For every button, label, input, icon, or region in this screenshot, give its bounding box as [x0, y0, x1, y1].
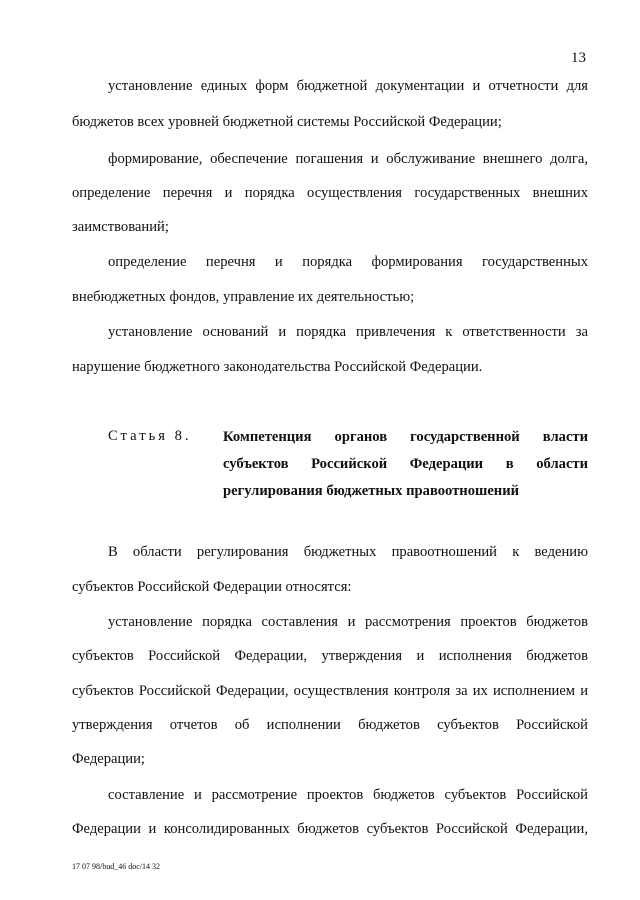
footer-filename: 17 07 98/bud_46 doc/14 32: [72, 862, 160, 871]
text-line: субъектов Российской Федерации, осуществления контроля за их исполнением и: [72, 683, 588, 699]
text-line: субъектов Российской Федерации относятся:: [72, 579, 352, 595]
text-line: Федерации;: [72, 751, 145, 767]
article-label: Статья 8.: [108, 428, 192, 444]
text-line: установление оснований и порядка привлечения к ответственности за: [108, 324, 588, 340]
article-title-line: субъектов Российской Федерации в области: [223, 456, 588, 472]
text-line: внебюджетных фондов, управление их деятельностью;: [72, 289, 415, 305]
article-title-line: Компетенция органов государственной власти: [223, 429, 588, 445]
text-line: составление и рассмотрение проектов бюджетов субъектов Российской: [108, 787, 588, 803]
text-line: определение перечня и порядка осуществления государственных внешних: [72, 185, 588, 201]
text-line: установление порядка составления и рассмотрения проектов бюджетов: [108, 614, 588, 630]
text-line: установление единых форм бюджетной документации и отчетности для: [108, 78, 588, 94]
page-number: 13: [571, 50, 586, 66]
text-line: Федерации и консолидированных бюджетов субъектов Российской Федерации,: [72, 821, 588, 837]
text-line: заимствований;: [72, 219, 169, 235]
text-line: бюджетов всех уровней бюджетной системы Российской Федерации;: [72, 114, 502, 130]
text-line: утверждения отчетов об исполнении бюджетов субъектов Российской: [72, 717, 588, 733]
text-line: определение перечня и порядка формирования государственных: [108, 254, 588, 270]
article-title-line: регулирования бюджетных правоотношений: [223, 483, 520, 499]
text-line: В области регулирования бюджетных правоотношений к ведению: [108, 544, 588, 560]
text-line: формирование, обеспечение погашения и обслуживание внешнего долга,: [108, 151, 588, 167]
text-line: нарушение бюджетного законодательства Российской Федерации.: [72, 359, 483, 375]
text-line: субъектов Российской Федерации, утверждения и исполнения бюджетов: [72, 648, 588, 664]
